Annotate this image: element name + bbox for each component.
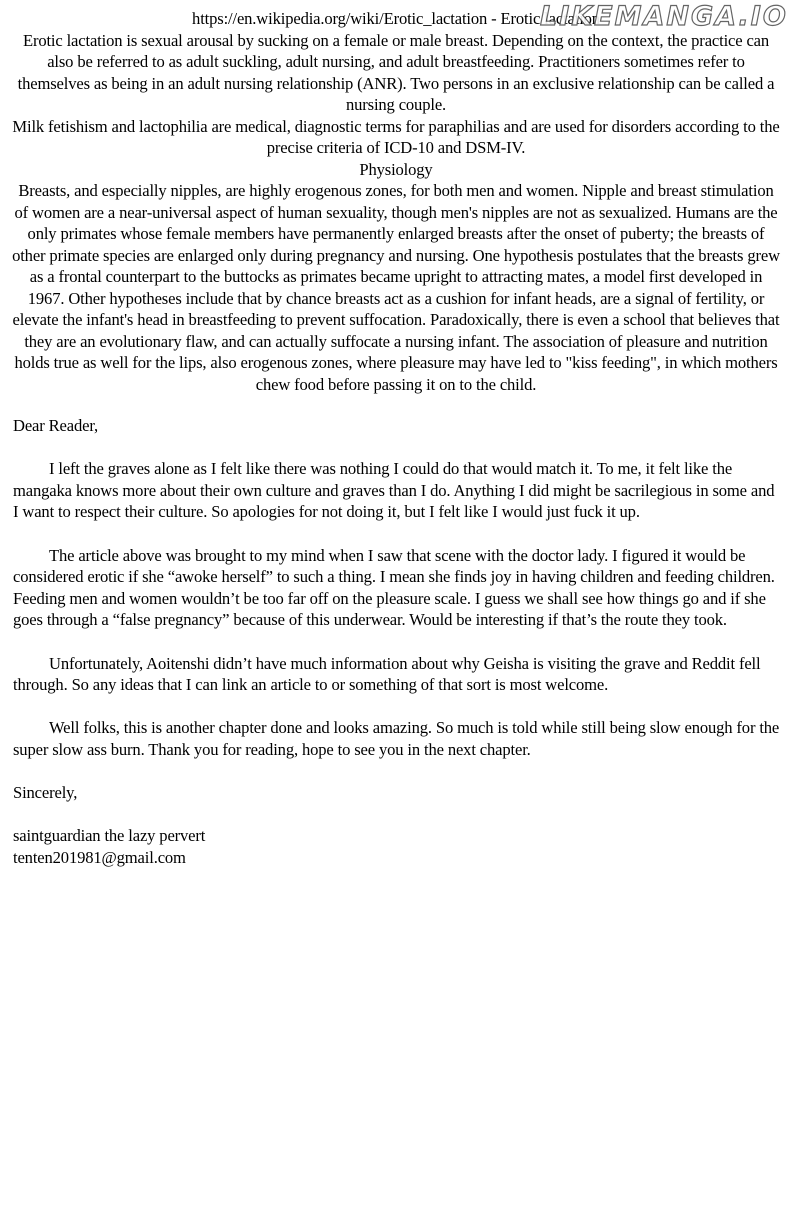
intro-paragraph: Erotic lactation is sexual arousal by sucking on a female or male breast. Depending on the context, the practice can also be referred to as adult suckling, adult nursing, and adult breastfeeding. Practitioners sometimes refer to themselves as being in an adult nursing relationship (ANR). Two persons in an exclusive relationship can be called a nursing couple. [17, 30, 775, 114]
letter-paragraph: I left the graves alone as I felt like there was nothing I could do that would match it. To me, it felt like the mangaka knows more about their own culture and graves than I do. Anything I did might be sacrilegious in some and I want to respect their culture. So apologies for not doing it, but I felt like I would just fuck it up. [13, 459, 775, 522]
wikipedia-excerpt [0, 0, 792, 395]
letter-paragraph: Unfortunately, Aoitenshi didn’t have much information about why Geisha is visiting the grave and Reddit fell through. So any ideas that I can link an article to or something of that sort is most welcome. [13, 653, 761, 695]
letter-paragraph: The article above was brought to my mind when I saw that scene with the doctor lady. I figured it would be considered erotic if she “awoke herself” to such a thing. I mean she finds joy in having children and feeding children. Feeding men and women wouldn’t be too far off on the pleasure scale. I guess we shall see how things go and if she goes through a “false pregnancy” because of this underwear. Would be interesting if that’s the route they took. [13, 545, 775, 630]
salutation: Dear Reader, [13, 416, 99, 435]
physiology-paragraph: Breasts, and especially nipples, are highly erogenous zones, for both men and women. Nipple and breast stimulation of women are a near-universal aspect of human sexuality, though men's nipples are not as sexualized. Humans are the only primates whose female members have permanently enlarged breasts after the onset of puberty; the breasts of other primate species are enlarged only during pregnancy and nursing. One hypothesis postulates that the breasts grew as a frontal counterpart to the buttocks as primates became upright to attracting mates, a model first developed in 1967. Other hypotheses include that by chance breasts act as a cushion for infant heads, are a signal of fertility, or elevate the infant's head in breastfeeding to prevent suffocation. Paradoxically, there is even a school that believes that they are an evolutionary flaw, and can actually suffocate a nursing infant. The association of pleasure and nutrition holds true as well for the lips, also erogenous zones, where pleasure may have led to "kiss feeding", in which mothers chew food before passing it on to the child. [12, 181, 780, 394]
translator-letter [0, 415, 792, 868]
letter-paragraph: Well folks, this is another chapter done and looks amazing. So much is told while still being slow enough for the super slow ass burn. Thank you for reading, hope to see you in the next chapter. [13, 718, 780, 759]
medical-paragraph: Milk fetishism and lactophilia are medical, diagnostic terms for paraphilias and are used for disorders according to the precise criteria of ICD-10 and DSM-IV. [12, 116, 780, 157]
site-watermark: LIKEMANGA.IO [540, 1, 788, 32]
section-heading: Physiology [359, 159, 433, 179]
source-link[interactable]: https://en.wikipedia.org/wiki/Erotic_lactation - Erotic lactation [192, 9, 600, 28]
signature-email[interactable]: tenten201981@gmail.com [13, 847, 186, 867]
signature-name: saintguardian the lazy pervert [13, 826, 206, 846]
closing: Sincerely, [13, 783, 78, 803]
